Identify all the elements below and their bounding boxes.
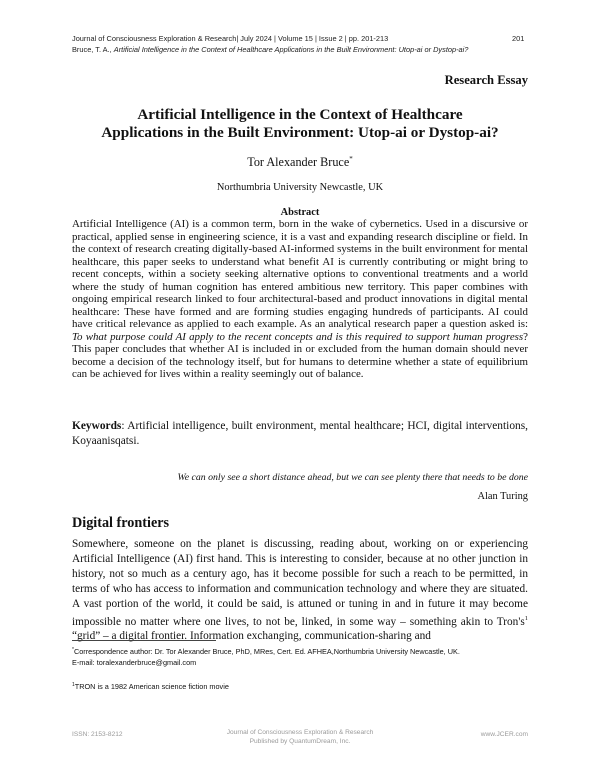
keywords-text: : Artificial intelligence, built environment, mental healthcare; HCI, digital interventions, Koyaanisqatsi. <box>72 420 528 447</box>
running-header-citation <box>72 45 468 54</box>
epigraph-attribution: Alan Turing <box>477 491 528 502</box>
paper-title-line-2: Applications in the Built Environment: Utop-ai or Dystop-ai? <box>101 124 499 141</box>
footer-publisher-line-2: Published by QuantumDream, Inc. <box>249 738 351 745</box>
footer-website: www.JCER.com <box>480 731 528 738</box>
epigraph-quote: We can only see a short distance ahead, but we can see plenty there that needs to be done <box>177 472 528 483</box>
abstract-question: To what purpose could AI apply to the recent concepts and is this required to support human progress <box>72 330 524 343</box>
citation-title: Artificial Intelligence in the Context of Healthcare Applications in the Built Environment: Utop-ai or Dystop-ai? <box>113 45 469 54</box>
footnote-1-line-1: Correspondence author: Dr. Tor Alexander Bruce, PhD, MRes, Cert. Ed. AFHEA,Northumbria University Newcastle, UK. <box>73 647 460 656</box>
footnote-2-text: TRON is a 1982 American science fiction movie <box>74 682 229 691</box>
author-affiliation: Northumbria University Newcastle, UK <box>216 182 384 193</box>
footnote-divider <box>72 640 216 641</box>
citation-author: Bruce, T. A., <box>72 45 114 54</box>
keywords <box>72 419 528 449</box>
footnote-correspondence <box>72 645 532 668</box>
paper-title <box>72 106 528 142</box>
author-name-text: Tor Alexander Bruce <box>247 155 350 169</box>
footnote-1-line-2: E-mail: toralexanderbruce@gmail.com <box>72 658 197 667</box>
footer-publisher-line-1: Journal of Consciousness Exploration & Research <box>226 729 374 736</box>
abstract-body <box>72 218 528 381</box>
keywords-label: Keywords <box>72 420 122 432</box>
footer-publisher <box>200 728 400 746</box>
section-heading: Digital frontiers <box>72 515 170 531</box>
author-footnote-marker: * <box>349 155 353 163</box>
footnote-tron <box>72 682 229 691</box>
section-text-1: Somewhere, someone on the planet is discussing, reading about, working on or experiencing Artificial Intelligence (AI) first hand. This is interesting to consider, because at no other junction in history, not so much as a century ago, has it become possible for such a reach to be permitted, in terms of who has access to information and communication technology and where they are situated. A vast portion of the world, it could be said, is attuned or tuning in and in future it may become impossible no matter where one lives, to not be, linked, in some way – something akin to Tron's <box>72 538 528 628</box>
author-name <box>72 155 528 170</box>
page-number: 201 <box>512 34 525 43</box>
article-type-label: Research Essay <box>444 73 528 87</box>
abstract-text-2: ? This paper concludes that whether AI is included in or excluded from the human domain should never become a decision of the technology itself, but for humans to determine whether a state of equilibrium can be achieved for lives within a reality seemingly out of balance. <box>72 330 528 380</box>
abstract-text-1: Artificial Intelligence (AI) is a common term, born in the wake of cybernetics. Used in a discursive or practical, applied sense in engineering science, it is a vast and expanding research discipline or field. In the context of research creating digitally-based AI-informed systems in the built environment for mental healthcare, this paper seeks to understand what benefit AI is currently contributing or might bring to recent concepts, within a society seeking alternative options to conventional treatments and a world where the study of human cognition has entered ambitious new territory. This paper combines with ongoing empirical research linked to four architectural-based and product innovations in digital mental healthcare: These have formed and are forming studies engaging hundreds of participants. AI could have critical relevance as applied to each example. As an analytical research paper a question asked is: <box>72 218 528 330</box>
running-header-journal: Journal of Consciousness Exploration & Research| July 2024 | Volume 15 | Issue 2 | pp. 201-213 <box>72 34 389 43</box>
footnote-1-marker: * <box>72 647 74 653</box>
footnote-reference: 1 <box>524 614 528 622</box>
section-text-2: “grid” – a digital frontier. Information exchanging, communication-sharing and <box>72 630 431 643</box>
abstract-heading: Abstract <box>280 207 320 218</box>
paper-title-line-1: Artificial Intelligence in the Context of Healthcare <box>137 106 463 123</box>
footer-issn: ISSN: 2153-8212 <box>72 731 123 738</box>
footnote-2-marker: 1 <box>72 682 75 688</box>
section-body <box>72 537 528 644</box>
